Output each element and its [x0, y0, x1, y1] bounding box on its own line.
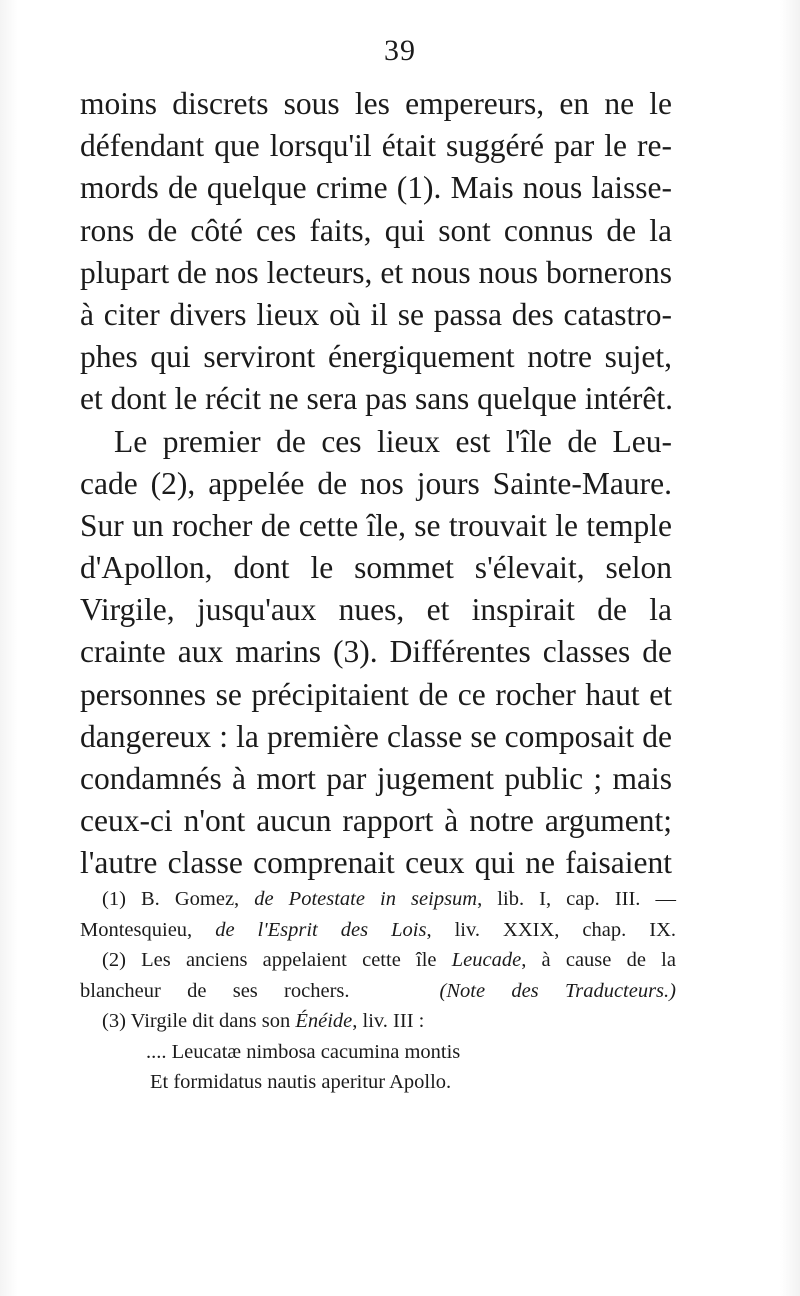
footnote-text: , lib. I, cap. III. —	[477, 888, 676, 910]
footnote-text: (1) B. Gomez,	[102, 888, 255, 910]
text-line: plupart de nos lecteurs, et nous nous bornerons	[80, 254, 672, 290]
text-line: l'autre classe comprenait ceux qui ne faisaient	[80, 845, 672, 881]
text-line: rons de côté ces faits, qui sont connus de la	[80, 212, 672, 248]
text-line: dangereux : la première classe se composait de	[80, 718, 672, 754]
text-line: phes qui serviront énergiquement notre sujet,	[80, 339, 672, 375]
text-line: ceux-ci n'ont aucun rapport à notre argument;	[80, 803, 672, 839]
footnote-2-line-2	[80, 976, 676, 1007]
text-line: moins discrets sous les empereurs, en ne le	[80, 86, 672, 121]
text-line: crainte aux marins (3). Différentes classes de	[80, 634, 672, 670]
text-line: à citer divers lieux où il se passa des catastro-	[80, 296, 672, 332]
footnote-note: (Note des Traducteurs.)	[439, 979, 676, 1002]
footnote-title: de Potestate in seipsum	[254, 888, 478, 910]
text-line: personnes se précipitaient de ce rocher haut et	[80, 676, 672, 712]
text-line: Virgile, jusqu'aux nues, et inspirait de la	[80, 592, 672, 628]
footnote-text: Montesquieu,	[80, 918, 216, 941]
footnote-text: , liv. XXIX, chap. IX.	[426, 918, 676, 941]
page-number: 39	[384, 34, 416, 67]
text-line: et dont le récit ne sera pas sans quelque intérêt.	[80, 381, 674, 417]
text-line: mords de quelque crime (1). Mais nous laisse-	[80, 170, 672, 206]
footnote-text: , à cause de la	[521, 949, 676, 971]
text-line: condamnés à mort par jugement public ; mais	[80, 761, 672, 796]
footnote-text: (3) Virgile dit dans son	[102, 1010, 296, 1032]
footnote-title: de l'Esprit des Lois	[215, 918, 427, 941]
footnote-title: Leucade	[451, 949, 522, 971]
text-line: d'Apollon, dont le sommet s'élevait, selon	[80, 550, 672, 586]
text-line: défendant que lorsqu'il était suggéré par le re-	[80, 128, 672, 164]
footnote-3	[80, 1006, 676, 1037]
footnote-1-line-2	[80, 915, 676, 946]
footnote-text: , liv. III :	[352, 1010, 425, 1032]
footnotes	[80, 884, 676, 1098]
verse-line: .... Leucatæ nimbosa cacumina montis	[146, 1040, 461, 1063]
verse-line: Et formidatus nautis aperitur Apollo.	[150, 1071, 452, 1093]
footnote-text: (2) Les anciens appelaient cette île	[102, 949, 452, 971]
text-line: cade (2), appelée de nos jours Sainte-Maure.	[80, 465, 672, 501]
footnote-1-line-1	[80, 884, 676, 915]
footnote-2-line-1	[80, 945, 676, 976]
footnote-title: Énéide	[295, 1010, 353, 1032]
text-line: Sur un rocher de cette île, se trouvait le temple	[80, 507, 672, 543]
text-line: Le premier de ces lieux est l'île de Leu-	[114, 423, 672, 459]
footnote-text: blancheur de ses rochers.	[80, 979, 350, 1002]
main-text	[80, 83, 672, 885]
